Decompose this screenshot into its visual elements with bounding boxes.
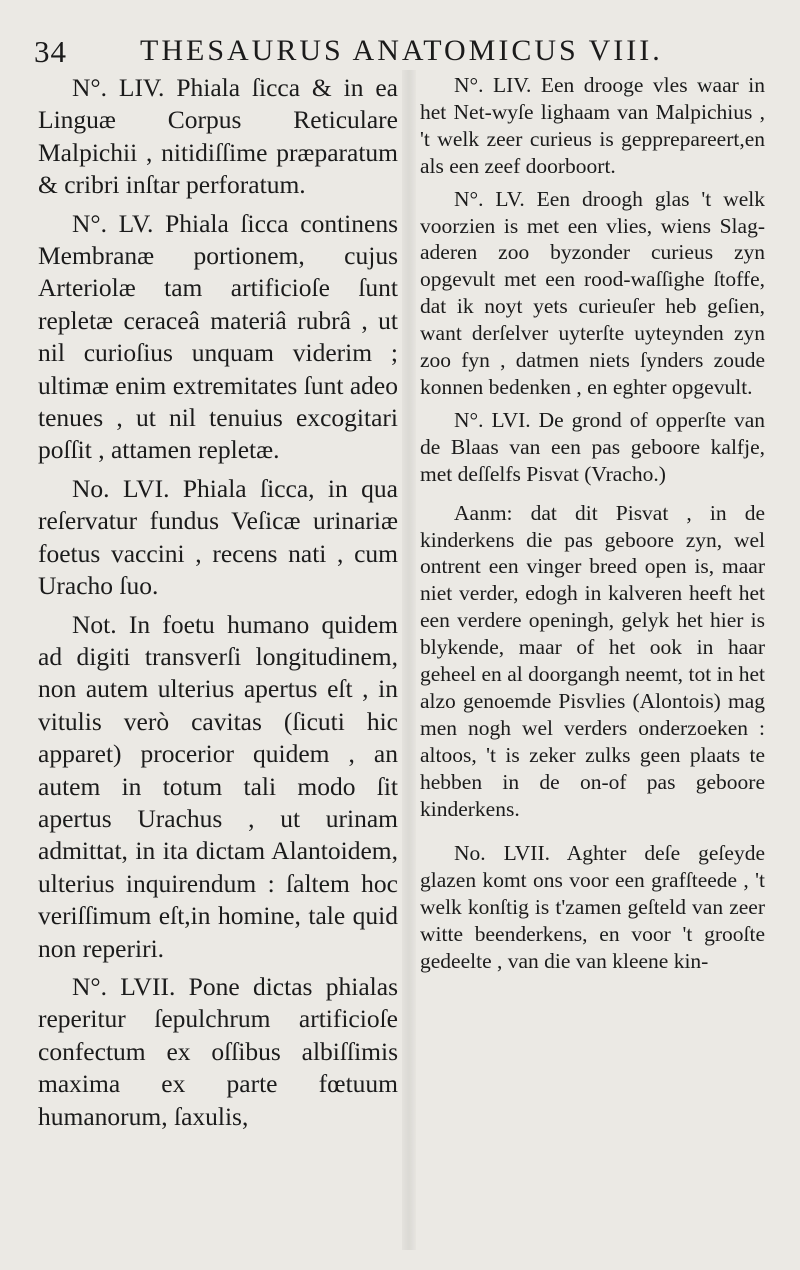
gutter-shadow [402, 70, 416, 1250]
latin-note: Not. In foetu humano quidem ad digiti transverſi longitudinem, non autem ulterius apertus eſt , in vitulis verò cavitas (ſicuti hic apparet) procerior quidem , an autem in totum tali modo ſit apertus Urachus , ut urinam admittat, in ita dictam Alantoidem, ulterius inquirendum : ſaltem hoc veriſſimum eſt,in homine, tale quid non reperiri. [38, 609, 398, 963]
latin-entry-lv: N°. LV. Phiala ſicca continens Membranæ portionem, cujus Arteriolæ tam artificioſe ſunt repletæ ceraceâ materiâ rubrâ , ut nil curioſius unquam viderim ; ultimæ enim extremitates ſunt adeo tenues , ut nil tenuius excogitari poſſit , attamen repletæ. [38, 208, 398, 465]
page-header [30, 34, 770, 74]
latin-entry-lvii: N°. LVII. Pone dictas phialas reperitur ſepulchrum artificioſe confectum ex oſſibus albiſſimis maxima ex parte fœtuum humanorum, ſaxulis, [38, 971, 398, 1131]
dutch-entry-lvii: No. LVII. Aghter deſe geſeyde glazen komt ons voor een grafſteede , 't welk konſtig is t'zamen geſteld van zeer witte beenderkens, en voor 't grooſte gedeelte , van die van kleene kin- [420, 841, 765, 974]
latin-column [38, 72, 398, 1139]
latin-entry-liv: N°. LIV. Phiala ſicca & in ea Linguæ Corpus Reticulare Malpichii , nitidiſſime præparatum & cribri inſtar perforatum. [38, 73, 398, 200]
dutch-entry-liv: N°. LIV. Een drooge vles waar in het Net-wyſe lighaam van Malpichius , 't welk zeer curieus is gepprepareert,en als een zeef doorboort. [420, 73, 765, 178]
dutch-column [420, 72, 765, 981]
dutch-note: Aanm: dat dit Pisvat , in de kinderkens die pas geboore zyn, wel ontrent een vinger breed open is, maar niet verder, edogh in kalveren heeft het een verdere openingh, gelyk het hier is blykende, maar of het ook in haar geheel en al doorgangh neemt, tot in het alzo genoemde Pisvlies (Alontois) mag men nogh wel verders onderzoeken : altoos, 't is zeker zulks geen plaats te hebben in de on-of pas geboore kinderkens. [420, 500, 765, 821]
page-number: 34 [34, 34, 67, 69]
dutch-entry-lv: N°. LV. Een droogh glas 't welk voorzien is met een vlies, wiens Slag-aderen zoo byzonder curieus zyn opgevult met een rood-waſſighe ſtoffe, dat ik noyt yets curieuſer heb geſien, want derſelver uyterſte uyteynden zyn zoo fyn , datmen niets ſynders zoude konnen bedenken , en eghter opgevult. [420, 186, 765, 399]
dutch-entry-lvi: N°. LVI. De grond of opperſte van de Blaas van een pas geboore kalfje, met deſſelfs Pisvat (Vracho.) [420, 407, 765, 486]
running-title: THESAURUS ANATOMICUS VIII. [140, 34, 663, 67]
latin-entry-lvi: No. LVI. Phiala ſicca, in qua reſervatur fundus Veſicæ urinariæ foetus vaccini , recens nati , cum Uracho ſuo. [38, 473, 398, 601]
